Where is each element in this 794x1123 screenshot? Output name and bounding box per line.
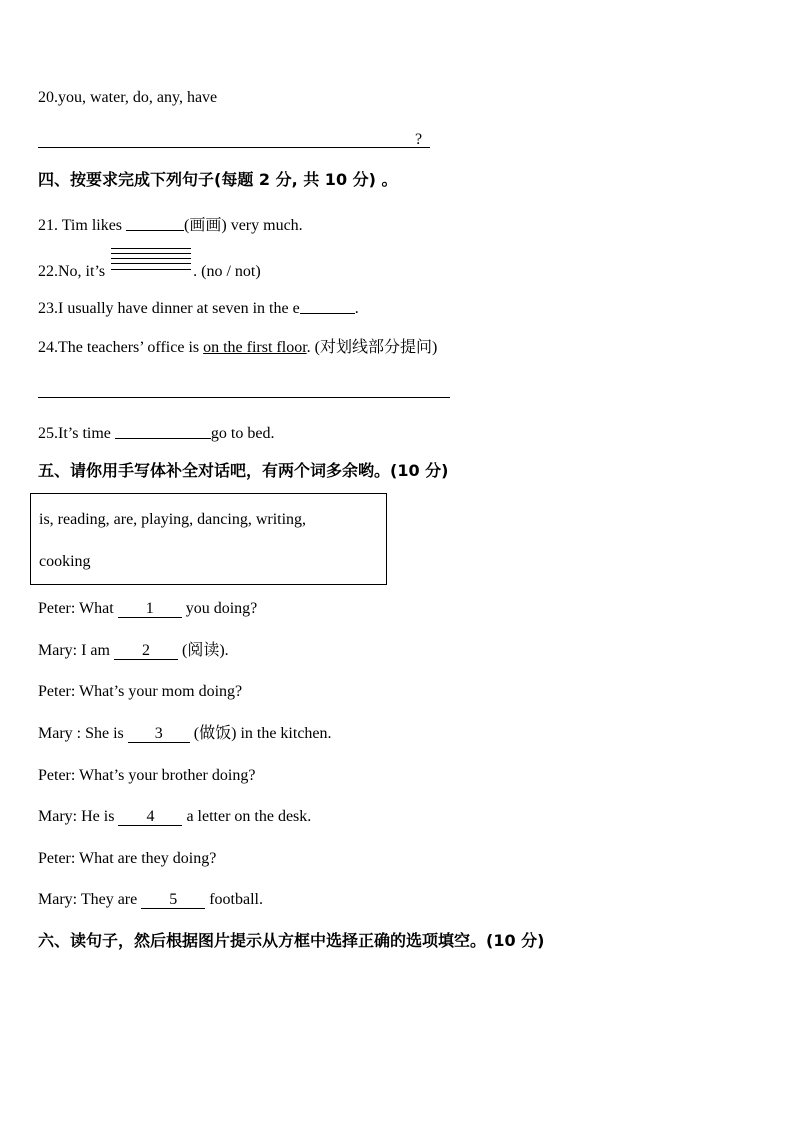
section-5-heading: 五、请你用手写体补全对话吧，有两个词多余哟。(10 分) [38,461,449,480]
dialogue-blank-4[interactable]: 4 [118,808,182,826]
dialogue-6-after: a letter on the desk. [182,808,312,825]
triple-blank-22[interactable] [111,260,191,282]
dialogue-8-after: football. [205,891,263,908]
answer-line-24[interactable] [38,397,450,398]
word-box-line-2: cooking [39,553,91,570]
section-4-heading: 四、按要求完成下列句子(每题 2 分, 共 10 分) 。 [38,170,398,189]
dialogue-blank-1[interactable]: 1 [118,600,182,618]
question-21-after: (画画) very much. [184,217,303,234]
question-24-after: . (对划线部分提问) [306,339,438,356]
blank-25[interactable] [115,421,211,438]
question-25-after: go to bed. [210,425,275,442]
question-mark: ? [415,131,423,148]
dialogue-2-after: (阅读). [177,642,229,659]
word-box-line-1: is, reading, are, playing, dancing, writing, [39,511,307,528]
dialogue-line-6 [38,807,311,827]
dialogue-line-4 [38,724,332,744]
question-23-before: 23.I usually have dinner at seven in the e [38,300,300,317]
section-6-heading: 六、读句子，然后根据图片提示从方框中选择正确的选项填空。(10 分) [38,931,545,950]
question-23-after: . [354,300,359,317]
dialogue-blank-2[interactable]: 2 [114,642,178,660]
dialogue-8-before: Mary: They are [38,891,142,908]
dialogue-line-2 [38,641,229,661]
dialogue-6-before: Mary: He is [38,808,119,825]
question-20 [38,88,217,108]
question-21-before: 21. Tim likes [38,217,123,234]
dialogue-blank-5[interactable]: 5 [141,891,205,909]
question-24-before: 24.The teachers’ office is [38,339,204,356]
dialogue-5-text: Peter: What’s your brother doing? [38,767,256,784]
question-20-text: 20.you, water, do, any, have [38,89,218,106]
dialogue-line-8 [38,890,263,910]
word-box [30,493,387,585]
dialogue-line-5 [38,766,255,786]
dialogue-7-text: Peter: What are they doing? [38,850,217,867]
question-21 [38,213,303,236]
dialogue-line-1 [38,599,257,619]
question-23 [38,296,359,319]
dialogue-1-after: you doing? [181,600,258,617]
question-25-before: 25.It’s time [38,425,111,442]
answer-line-20[interactable] [38,147,430,148]
dialogue-1-before: Peter: What [38,600,118,617]
dialogue-line-7 [38,849,216,869]
dialogue-blank-3[interactable]: 3 [128,725,190,743]
dialogue-3-text: Peter: What’s your mom doing? [38,683,243,700]
question-24 [38,338,437,358]
question-22 [38,260,261,282]
question-22-after: . (no / not) [193,263,261,280]
blank-23[interactable] [300,296,355,313]
question-22-before: 22.No, it’s [38,263,106,280]
question-24-underlined: on the first floor [203,339,307,356]
dialogue-4-after: (做饭) in the kitchen. [189,725,332,742]
dialogue-2-before: Mary: I am [38,642,114,659]
dialogue-line-3 [38,682,242,702]
question-25 [38,421,274,444]
blank-21[interactable] [126,213,184,230]
dialogue-4-before: Mary : She is [38,725,128,742]
